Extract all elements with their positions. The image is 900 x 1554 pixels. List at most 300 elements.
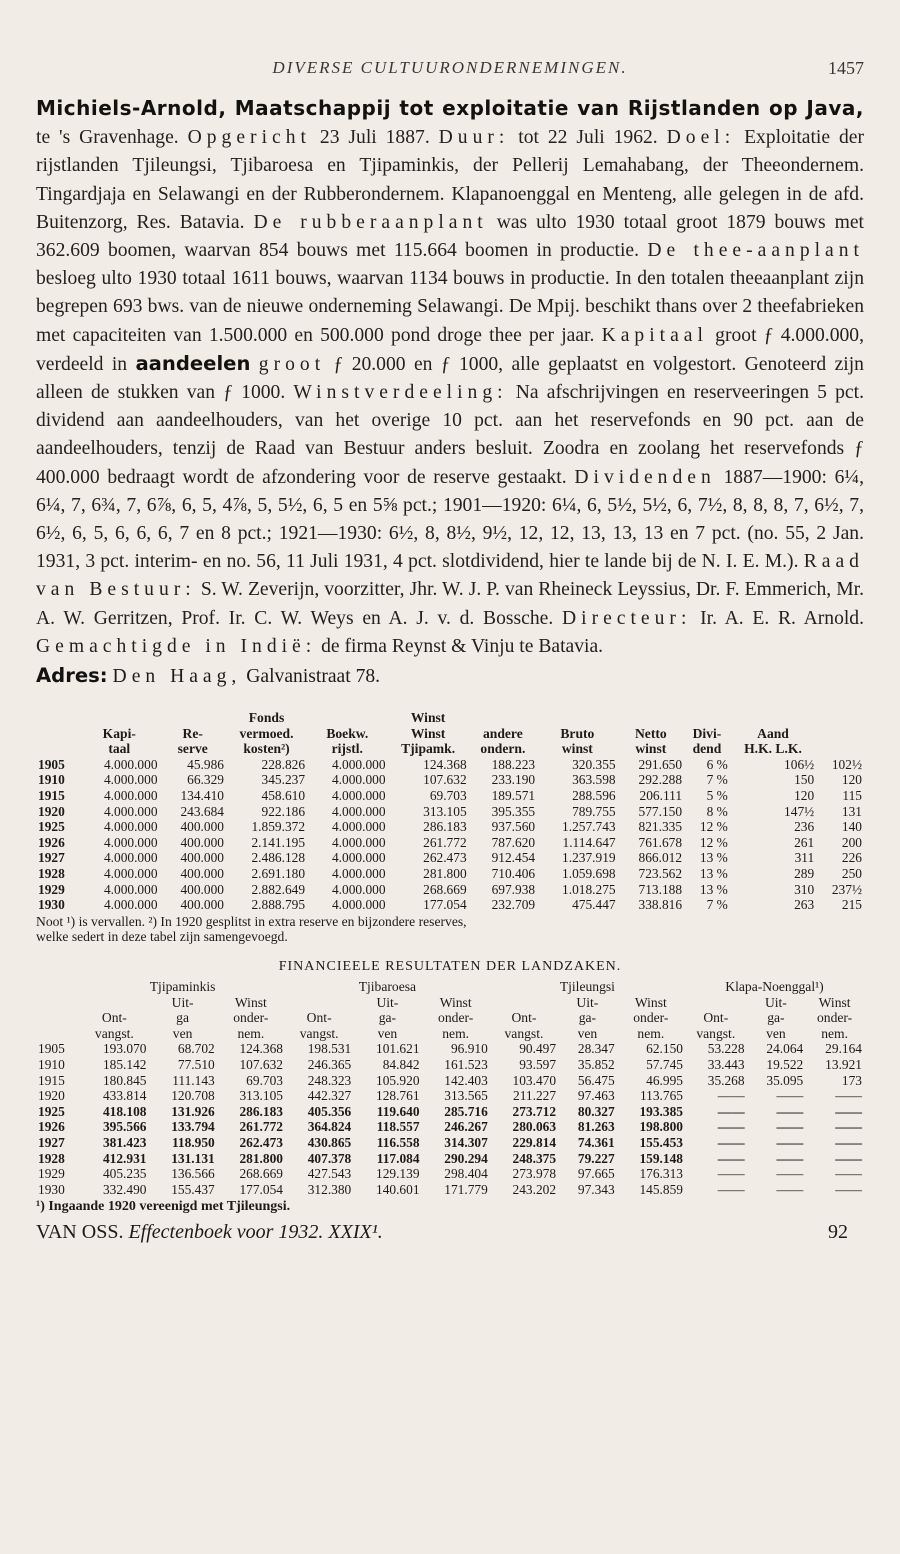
- landzaken-head-cell: vangst.: [696, 1025, 736, 1041]
- landzaken-group: Klapa-Noenggal¹): [725, 978, 824, 994]
- landzaken-head-cell: nem.: [237, 1025, 265, 1041]
- results-cell: 124.368: [423, 756, 467, 772]
- results-cell: 400.000: [180, 881, 224, 897]
- landzaken-cell: 124.368: [239, 1041, 283, 1057]
- landzaken-cell: ——: [835, 1166, 862, 1182]
- landzaken-cell: ——: [717, 1150, 745, 1166]
- results-cell: 261.772: [423, 834, 467, 850]
- landzaken-group-row: [36, 979, 864, 995]
- landzaken-cell: 161.523: [444, 1056, 488, 1072]
- landzaken-cell: 120.708: [171, 1088, 215, 1104]
- landzaken-cell: 193.385: [639, 1103, 683, 1119]
- landzaken-head-cell: ven: [377, 1025, 398, 1041]
- landzaken-cell: 33.443: [707, 1056, 745, 1072]
- results-cell: 400.000: [180, 897, 224, 913]
- results-cell: 4.000.000: [103, 788, 158, 804]
- landzaken-head-cell: Ont-: [703, 1010, 729, 1026]
- landzaken-cell: 246.267: [444, 1119, 488, 1135]
- results-cell: 281.800: [423, 866, 467, 881]
- results-cell: 12 %: [699, 834, 728, 850]
- landzaken-cell: 142.403: [444, 1072, 488, 1088]
- results-cell: 226: [841, 850, 862, 866]
- gemachtigde-value: de firma Reynst & Vinju te Batavia.: [321, 635, 604, 657]
- landzaken-head-cell: onder-: [633, 1010, 669, 1026]
- landzaken-cell: 248.323: [307, 1072, 352, 1088]
- results-cell: 338.816: [638, 897, 683, 913]
- results-cell: 400.000: [180, 850, 224, 866]
- results-cell: 289: [794, 866, 815, 881]
- results-cell: 120: [794, 788, 815, 804]
- landzaken-head-cell: vangst.: [299, 1025, 339, 1041]
- winstverdeeling-value: Na afschrijvingen en reserveeringen 5 pct. dividend aan aandeelhouders, van het overige 10 pct. aan het reservefonds en 90 pct. aan de aandeelhouders, tenzij de Raad van Bestuur anders besluit. Zoodra en zoolang het reservefonds ƒ 400.000 bedraagt wordt de afzondering voor de reserve gestaakt.: [36, 382, 864, 488]
- landzaken-cell: ——: [835, 1134, 862, 1150]
- landzaken-row: [36, 1088, 864, 1104]
- landzaken-head-cell: vangst.: [504, 1025, 544, 1041]
- landzaken-cell: ——: [717, 1181, 745, 1197]
- landzaken-cell: 118.950: [171, 1134, 215, 1150]
- landzaken-cell: 35.852: [577, 1056, 615, 1072]
- results-row: [36, 897, 864, 913]
- landzaken-cell: 427.543: [307, 1166, 352, 1182]
- results-cell: 150: [794, 772, 815, 788]
- results-cell: 177.054: [423, 897, 467, 913]
- results-cell: 311: [794, 850, 815, 866]
- landzaken-cell: 177.054: [239, 1181, 283, 1197]
- results-head-cell: H.K. L.K.: [744, 741, 802, 757]
- landzaken-cell: 262.473: [239, 1134, 283, 1150]
- landzaken-cell: 19.522: [766, 1056, 804, 1072]
- landzaken-cell: 107.632: [239, 1056, 283, 1072]
- results-head-cell: Netto: [634, 725, 667, 741]
- landzaken-year: 1915: [38, 1072, 65, 1088]
- landzaken-cell: 313.105: [239, 1088, 283, 1104]
- results-cell: 313.105: [423, 803, 467, 819]
- landzaken-cell: 286.183: [239, 1103, 283, 1119]
- landzaken-head-cell: [285, 995, 353, 1011]
- landzaken-head-cell: nem.: [821, 1025, 849, 1041]
- landzaken-year: 1905: [38, 1041, 65, 1057]
- landzaken-row: [36, 1041, 864, 1057]
- landzaken-cell: 290.294: [444, 1150, 488, 1166]
- results-cell: 66.329: [187, 772, 224, 788]
- results-cell: 4.000.000: [331, 850, 386, 866]
- results-year: 1926: [38, 834, 65, 850]
- results-cell: 363.598: [572, 772, 616, 788]
- results-table-body: [36, 757, 864, 913]
- results-head-cell: [160, 710, 226, 726]
- results-cell: 243.684: [180, 803, 224, 819]
- results-head-cell: Kapi-: [102, 725, 136, 741]
- landzaken-cell: ——: [776, 1134, 804, 1150]
- results-cell: 262.473: [423, 850, 467, 866]
- results-head-cell: serve: [177, 741, 208, 757]
- results-cell: 1.859.372: [251, 819, 306, 835]
- results-head-cell: Winst: [410, 725, 446, 741]
- results-head-cell: [730, 710, 816, 726]
- landzaken-cell: 79.227: [577, 1150, 615, 1166]
- landzaken-cell: 29.164: [825, 1041, 862, 1057]
- landzaken-year: 1920: [38, 1088, 65, 1104]
- results-cell: 320.355: [572, 756, 616, 772]
- adres-city: Den Haag,: [112, 666, 242, 688]
- results-cell: 188.223: [491, 756, 536, 772]
- results-cell: 395.355: [491, 803, 536, 819]
- landzaken-year: 1930: [38, 1181, 65, 1197]
- results-cell: 400.000: [180, 866, 224, 881]
- raad-value: S. W. Zeverijn, voorzitter, Jhr. W. J. P. van Rheineck Leyssius, Dr. F. Emmerich, Mr. A. W. Gerritzen, Prof. Ir. C. W. Weys en A. J. v. d. Bossche.: [36, 579, 865, 629]
- results-head-cell: vermoed.: [239, 725, 294, 741]
- rubber-value: was ulto 1930 totaal groot 1879 bouws met 362.609 boomen, waarvan 854 bouws met 115.664 boomen in productie.: [36, 211, 864, 262]
- landzaken-cell: 412.931: [102, 1150, 147, 1166]
- results-head-cell: kosten²): [243, 741, 290, 757]
- landzaken-head-cell: Uit-: [764, 994, 787, 1010]
- results-cell: 7 %: [706, 772, 728, 788]
- results-cell: 4.000.000: [103, 881, 158, 897]
- results-cell: 713.188: [638, 881, 683, 897]
- landzaken-cell: 56.475: [577, 1072, 615, 1088]
- landzaken-cell: 173: [841, 1072, 862, 1088]
- landzaken-cell: 268.669: [239, 1166, 283, 1182]
- results-cell: 4.000.000: [103, 850, 158, 866]
- results-cell: 13 %: [699, 866, 728, 881]
- landzaken-cell: 101.621: [376, 1041, 420, 1057]
- landzaken-cell: 35.095: [766, 1072, 804, 1088]
- opgericht-value: 23 Juli 1887.: [319, 127, 430, 149]
- results-cell: 789.755: [572, 803, 616, 819]
- landzaken-cell: 281.800: [239, 1150, 283, 1166]
- landzaken-table-head: [36, 979, 864, 1041]
- landzaken-cell: 171.779: [444, 1181, 488, 1197]
- kapitaal-value-1: groot ƒ 4.000.000, verdeeld in: [36, 324, 864, 375]
- dividenden-value: 1887—1900: 6¼, 6¼, 7, 6¾, 7, 6⅞, 6, 5, 4⅞, 5, 5½, 6, 5 en 5⅝ pct.; 1901—1920: 6¼, 6, 5½, 5½, 6, 7½, 8, 8, 8, 7, 6½, 7, 6½, 6, 5, 6, 6, 6, 7 en 8 pct.; 1921—1930: 6½, 8, 8½, 9½, 12, 12, 13, 13, 13 en 7 pct. (no. 55, 2 Jan. 1931, 3 pct. interim- en no. 56, 11 Juli 1931, 4 pct. slotdividend, hier te lande bij de N. I. E. M.).: [36, 466, 865, 573]
- results-head-cell: rijstl.: [331, 741, 363, 757]
- landzaken-cell: ——: [835, 1088, 862, 1104]
- results-cell: 69.703: [429, 788, 467, 804]
- landzaken-row: [36, 1166, 864, 1182]
- results-cell: 140: [841, 819, 862, 835]
- landzaken-cell: 97.463: [577, 1088, 615, 1104]
- results-table-head: [36, 710, 864, 757]
- landzaken-cell: 273.712: [512, 1103, 557, 1119]
- results-cell: 232.709: [491, 897, 536, 913]
- results-head-row: [36, 726, 864, 742]
- landzaken-cell: ——: [776, 1150, 804, 1166]
- landzaken-cell: 243.202: [512, 1181, 557, 1197]
- results-head-cell: taal: [108, 741, 131, 757]
- landzaken-cell: 418.108: [102, 1103, 147, 1119]
- results-cell: 189.571: [491, 788, 536, 804]
- results-head-cell: [469, 710, 537, 726]
- results-cell: 4.000.000: [103, 866, 158, 881]
- landzaken-cell: 198.800: [639, 1119, 683, 1135]
- landzaken-year: 1928: [38, 1150, 65, 1166]
- results-head-cell: andere: [482, 725, 523, 741]
- results-head-cell: [36, 741, 79, 757]
- results-row: [36, 788, 864, 804]
- landzaken-cell: 313.565: [444, 1088, 488, 1104]
- results-table: [36, 710, 864, 913]
- gemachtigde-label: Gemachtigde in Indië:: [36, 635, 317, 657]
- results-head-cell: Winst: [410, 710, 446, 726]
- landzaken-row: [36, 1135, 864, 1151]
- landzaken-cell: 159.148: [639, 1150, 683, 1166]
- page-number: 1457: [828, 58, 864, 78]
- results-cell: 206.111: [639, 788, 683, 804]
- landzaken-cell: 116.558: [376, 1134, 420, 1150]
- results-cell: 345.237: [261, 772, 306, 788]
- landzaken-row: [36, 1057, 864, 1073]
- landzaken-head-cell: Winst: [439, 994, 472, 1010]
- landzaken-cell: 405.235: [102, 1166, 147, 1182]
- results-row: [36, 850, 864, 866]
- results-cell: 8 %: [706, 803, 728, 819]
- landzaken-cell: 442.327: [307, 1088, 352, 1104]
- landzaken-cell: 131.926: [171, 1103, 215, 1119]
- results-cell: 120: [841, 772, 862, 788]
- results-cell: 115: [842, 788, 862, 804]
- landzaken-head-cell: [80, 995, 148, 1011]
- table-note: [36, 914, 864, 945]
- winstverdeeling-label: Winstverdeeling:: [293, 382, 508, 404]
- landzaken-cell: 261.772: [239, 1119, 283, 1135]
- landzaken-cell: 97.665: [577, 1166, 615, 1182]
- results-cell: 4.000.000: [331, 819, 386, 835]
- landzaken-cell: 128.761: [376, 1088, 420, 1104]
- landzaken-cell: 332.490: [102, 1181, 147, 1197]
- landzaken-head-cell: onder-: [438, 1010, 474, 1026]
- results-cell: 4.000.000: [331, 788, 386, 804]
- results-cell: 263: [794, 897, 815, 913]
- landzaken-cell: 140.601: [376, 1181, 420, 1197]
- results-cell: 291.650: [638, 756, 683, 772]
- landzaken-cell: 273.978: [512, 1166, 557, 1182]
- landzaken-cell: 118.557: [376, 1119, 420, 1135]
- landzaken-cell: 90.497: [519, 1041, 557, 1057]
- landzaken-cell: 97.343: [577, 1181, 615, 1197]
- landzaken-cell: ——: [776, 1166, 804, 1182]
- landzaken-head-cell: Ont-: [306, 1010, 332, 1026]
- results-cell: 147½: [784, 803, 815, 819]
- results-cell: 4.000.000: [331, 772, 386, 788]
- landzaken-head-cell: Uit-: [376, 994, 399, 1010]
- results-cell: 4.000.000: [331, 881, 386, 897]
- landzaken-cell: 405.356: [307, 1103, 352, 1119]
- results-cell: 268.669: [423, 881, 467, 897]
- results-cell: 233.190: [491, 772, 536, 788]
- landzaken-cell: 185.142: [102, 1056, 147, 1072]
- results-cell: 4.000.000: [103, 772, 158, 788]
- landzaken-cell: 105.920: [376, 1072, 420, 1088]
- results-cell: 4.000.000: [103, 756, 158, 772]
- landzaken-year: 1910: [38, 1056, 65, 1072]
- landzaken-cell: 246.365: [307, 1056, 352, 1072]
- landzaken-head-cell: ven: [172, 1025, 193, 1041]
- landzaken-head-cell: ven: [766, 1025, 786, 1041]
- landzaken-head-cell: Winst: [818, 994, 851, 1010]
- adres-street: Galvanistraat 78.: [246, 666, 381, 688]
- results-head-cell: ondern.: [480, 741, 526, 757]
- results-cell: 107.632: [423, 772, 467, 788]
- results-cell: 400.000: [180, 834, 224, 850]
- rubber-label: De rubberaanplant: [253, 211, 488, 233]
- running-title: DIVERSE CULTUURONDERNEMINGEN.: [272, 58, 628, 77]
- page-footer: [36, 1221, 864, 1249]
- running-header: [36, 58, 864, 94]
- results-cell: 310: [794, 881, 815, 897]
- landzaken-head-cell: onder-: [233, 1010, 269, 1026]
- landzaken-head-cell: nem.: [637, 1025, 665, 1041]
- landzaken-cell: 433.814: [102, 1088, 147, 1104]
- results-head-cell: [307, 710, 387, 726]
- opgericht-label: Opgericht: [187, 127, 311, 149]
- results-year: 1928: [38, 866, 65, 881]
- landzaken-cell: 395.566: [102, 1119, 147, 1135]
- results-row: [36, 772, 864, 788]
- results-cell: 1.257.743: [562, 819, 616, 835]
- landzaken-cell: 155.437: [171, 1181, 215, 1197]
- landzaken-head-cell: Ont-: [511, 1010, 537, 1026]
- landzaken-row: [36, 1073, 864, 1089]
- landzaken-head-cell: [685, 995, 747, 1011]
- results-head-cell: Bruto: [560, 725, 595, 741]
- results-cell: 6 %: [706, 756, 728, 772]
- results-head-cell: winst: [561, 741, 593, 757]
- landzaken-cell: 77.510: [177, 1056, 215, 1072]
- results-cell: 13 %: [699, 881, 728, 897]
- landzaken-head-cell: ga: [176, 1010, 190, 1026]
- landzaken-group: Tjibaroesa: [358, 978, 417, 994]
- kapitaal-label: Kapitaal: [601, 324, 708, 346]
- landzaken-cell: 198.531: [307, 1041, 352, 1057]
- landzaken-cell: 62.150: [646, 1041, 683, 1057]
- results-cell: 577.150: [638, 803, 683, 819]
- footer-page: 92: [828, 1221, 848, 1244]
- landzaken-cell: 133.794: [171, 1119, 215, 1135]
- results-head-row: [36, 710, 864, 726]
- results-cell: 4.000.000: [331, 756, 386, 772]
- landzaken-head-cell: onder-: [817, 1010, 853, 1026]
- landzaken-head-cell: [490, 995, 558, 1011]
- aandeelen-label: aandeelen: [135, 351, 251, 375]
- address-line: [36, 661, 864, 692]
- landzaken-head-cell: ga-: [767, 1010, 785, 1026]
- landzaken-row: [36, 1104, 864, 1120]
- results-cell: 697.938: [491, 881, 536, 897]
- landzaken-head-corner: [36, 1010, 80, 1026]
- results-cell: 288.596: [572, 788, 616, 804]
- landzaken-cell: 35.268: [707, 1072, 745, 1088]
- results-row: [36, 866, 864, 882]
- landzaken-head-cell: ven: [577, 1025, 598, 1041]
- landzaken-cell: 381.423: [102, 1134, 147, 1150]
- landzaken-head-cell: Winst: [234, 994, 267, 1010]
- duur-value: tot 22 Juli 1962.: [518, 127, 658, 149]
- results-cell: 2.691.180: [251, 866, 306, 881]
- landzaken-footnote: ¹) Ingaande 1920 vereenigd met Tjileungsi.: [36, 1199, 291, 1215]
- landzaken-cell: 46.995: [646, 1072, 683, 1088]
- landzaken-cell: 69.703: [246, 1072, 283, 1088]
- results-cell: 937.560: [491, 819, 536, 835]
- results-cell: 475.447: [572, 897, 616, 913]
- results-head-cell: Divi-: [692, 725, 722, 741]
- landzaken-cell: 93.597: [519, 1056, 557, 1072]
- results-head-row: [36, 741, 864, 757]
- landzaken-table: [36, 979, 864, 1197]
- results-cell: 286.183: [423, 819, 467, 835]
- landzaken-cell: 314.307: [444, 1134, 488, 1150]
- landzaken-head-cell: Winst: [634, 994, 667, 1010]
- landzaken-cell: ——: [717, 1166, 745, 1182]
- landzaken-row: [36, 1119, 864, 1135]
- landzaken-cell: 285.716: [444, 1103, 488, 1119]
- landzaken-cell: 53.228: [707, 1041, 745, 1057]
- landzaken-cell: ——: [776, 1088, 804, 1104]
- results-cell: 4.000.000: [331, 834, 386, 850]
- results-cell: 4.000.000: [103, 834, 158, 850]
- results-row: [36, 757, 864, 773]
- results-head-cell: [79, 710, 159, 726]
- landzaken-cell: ——: [717, 1119, 745, 1135]
- thee-label: De thee-aanplant: [647, 240, 864, 262]
- results-cell: 866.012: [638, 850, 683, 866]
- results-cell: 131: [841, 803, 862, 819]
- landzaken-head-cell: ga-: [578, 1010, 597, 1026]
- landzaken-cell: 131.131: [171, 1150, 215, 1166]
- dividenden-label: Dividenden: [574, 466, 716, 488]
- results-cell: 710.406: [491, 866, 536, 881]
- results-cell: 1.018.275: [562, 881, 616, 897]
- landzaken-title: FINANCIEELE RESULTATEN DER LANDZAKEN.: [278, 958, 622, 974]
- results-cell: 4.000.000: [103, 897, 158, 913]
- landzaken-cell: 129.139: [376, 1166, 420, 1182]
- company-name: Michiels-Arnold, Maatschappij tot exploitatie van Rijstlanden op Java,: [36, 96, 864, 120]
- landzaken-cell: ——: [717, 1103, 745, 1119]
- landzaken-cell: 68.702: [177, 1041, 215, 1057]
- results-cell: 761.678: [638, 834, 683, 850]
- landzaken-cell: 57.745: [646, 1056, 683, 1072]
- footer-volume: XXIX¹.: [328, 1221, 383, 1244]
- results-year: 1925: [38, 819, 65, 835]
- landzaken-cell: 96.910: [450, 1041, 488, 1057]
- results-head-cell: [36, 726, 79, 742]
- landzaken-cell: 28.347: [577, 1041, 615, 1057]
- landzaken-head-row: [36, 1026, 864, 1042]
- landzaken-cell: 145.859: [639, 1181, 683, 1197]
- results-head-cell: Boekw.: [326, 725, 369, 741]
- results-cell: 821.335: [638, 819, 683, 835]
- landzaken-cell: 24.064: [766, 1041, 804, 1057]
- landzaken-cell: 81.263: [577, 1119, 615, 1135]
- table-note-line-2: welke sedert in deze tabel zijn samengevoegd.: [36, 929, 288, 945]
- landzaken-cell: 176.313: [639, 1166, 683, 1182]
- directeur-label: Directeur:: [561, 607, 692, 629]
- landzaken-row: [36, 1182, 864, 1198]
- landzaken-year: 1927: [38, 1134, 65, 1150]
- landzaken-cell: 180.845: [102, 1072, 147, 1088]
- landzaken-cell: ——: [835, 1181, 862, 1197]
- landzaken-cell: 80.327: [577, 1103, 615, 1119]
- landzaken-head-cell: Uit-: [171, 994, 194, 1010]
- results-cell: 4.000.000: [103, 803, 158, 819]
- landzaken-cell: 193.070: [102, 1041, 147, 1057]
- results-head-cell: [618, 710, 684, 726]
- landzaken-cell: 364.824: [307, 1119, 352, 1135]
- landzaken-year: 1925: [38, 1103, 65, 1119]
- groot-label: groot: [258, 353, 326, 375]
- results-cell: 2.486.128: [251, 850, 306, 866]
- landzaken-cell: ——: [776, 1119, 804, 1135]
- adres-label: Adres:: [36, 664, 108, 688]
